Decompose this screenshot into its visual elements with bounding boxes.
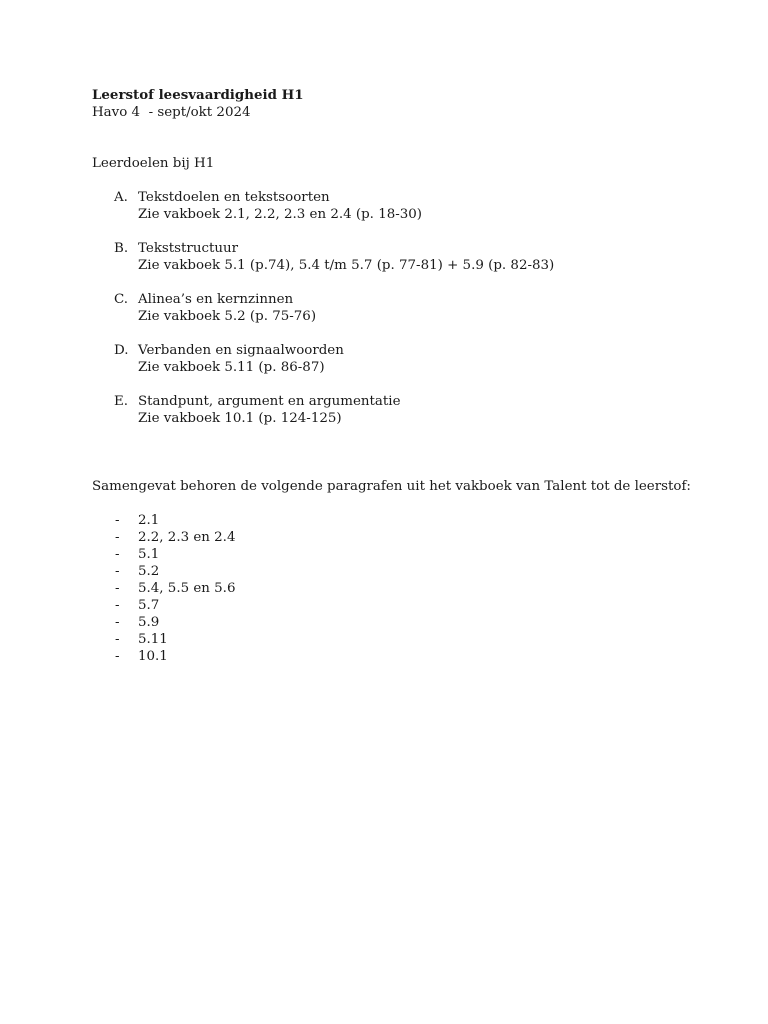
goals-heading: Leerdoelen bij H1 [92,156,215,171]
paragraph-number: 2.1 [138,513,160,528]
list-item [92,597,732,614]
list-item [92,631,732,648]
goal-item [92,342,732,376]
bullet-dash: - [115,581,120,596]
goal-reference: Zie vakboek 5.1 (p.74), 5.4 t/m 5.7 (p. 77-81) + 5.9 (p. 82-83) [138,258,555,273]
list-item [92,614,732,631]
goal-reference: Zie vakboek 2.1, 2.2, 2.3 en 2.4 (p. 18-30) [138,207,423,222]
paragraph-number: 5.1 [138,547,160,562]
list-item [92,546,732,563]
goal-name: Tekststructuur [138,241,238,256]
goal-letter: E. [114,394,129,409]
paragraph-number: 5.2 [138,564,160,579]
list-item [92,529,732,546]
list-item [92,580,732,597]
goal-reference: Zie vakboek 5.2 (p. 75-76) [138,309,317,324]
bullet-dash: - [115,598,120,613]
bullet-dash: - [115,615,120,630]
bullet-dash: - [115,513,120,528]
bullet-dash: - [115,632,120,647]
goal-name: Alinea’s en kernzinnen [138,292,294,307]
document-page [92,87,732,665]
goal-letter: D. [114,343,129,358]
paragraph-list [92,512,732,665]
goals-list [92,189,732,427]
bullet-dash: - [115,649,120,664]
list-item [92,512,732,529]
paragraph-number: 5.4, 5.5 en 5.6 [138,581,236,596]
list-item [92,563,732,580]
goal-item [92,393,732,427]
bullet-dash: - [115,530,120,545]
goal-letter: A. [114,190,128,205]
summary-text: Samengevat behoren de volgende paragrafen uit het vakboek van Talent tot de leerstof: [92,479,691,494]
paragraph-number: 5.9 [138,615,160,630]
document-title: Leerstof leesvaardigheid H1 [92,87,304,103]
goal-item [92,291,732,325]
goal-item [92,189,732,223]
goal-reference: Zie vakboek 5.11 (p. 86-87) [138,360,325,375]
goal-name: Tekstdoelen en tekstsoorten [138,190,330,205]
goal-item [92,240,732,274]
paragraph-number: 10.1 [138,649,168,664]
goal-letter: C. [114,292,129,307]
bullet-dash: - [115,547,120,562]
goal-reference: Zie vakboek 10.1 (p. 124-125) [138,411,342,426]
paragraph-number: 2.2, 2.3 en 2.4 [138,530,236,545]
goal-letter: B. [114,241,129,256]
bullet-dash: - [115,564,120,579]
paragraph-number: 5.11 [138,632,168,647]
list-item [92,648,732,665]
goal-name: Standpunt, argument en argumentatie [138,394,401,409]
document-subtitle: Havo 4 - sept/okt 2024 [92,105,251,120]
goal-name: Verbanden en signaalwoorden [138,343,344,358]
paragraph-number: 5.7 [138,598,160,613]
